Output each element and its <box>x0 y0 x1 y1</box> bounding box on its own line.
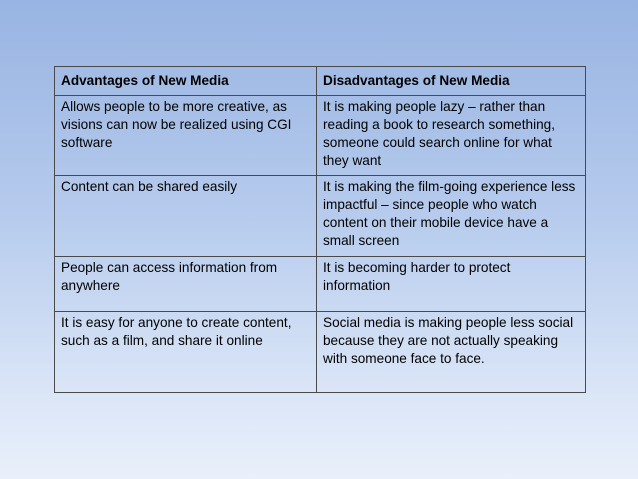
table-row <box>55 312 586 393</box>
advantage-cell: It is easy for anyone to create content, such as a film, and share it online <box>55 312 317 393</box>
table-row <box>55 96 586 176</box>
disadvantage-cell: Social media is making people less social because they are not actually speaking with someone face to face. <box>317 312 586 393</box>
table-body <box>55 96 586 393</box>
header-row <box>55 67 586 96</box>
advantage-cell: People can access information from anywhere <box>55 257 317 312</box>
header-advantages: Advantages of New Media <box>55 67 317 96</box>
comparison-table <box>54 66 586 393</box>
table-row <box>55 257 586 312</box>
table-row <box>55 176 586 257</box>
disadvantage-cell: It is making people lazy – rather than reading a book to research something, someone could search online for what they want <box>317 96 586 176</box>
header-disadvantages: Disadvantages of New Media <box>317 67 586 96</box>
disadvantage-cell: It is making the film-going experience less impactful – since people who watch content on their mobile device have a small screen <box>317 176 586 257</box>
table-header <box>55 67 586 96</box>
advantage-cell: Allows people to be more creative, as visions can now be realized using CGI software <box>55 96 317 176</box>
advantage-cell: Content can be shared easily <box>55 176 317 257</box>
disadvantage-cell: It is becoming harder to protect information <box>317 257 586 312</box>
